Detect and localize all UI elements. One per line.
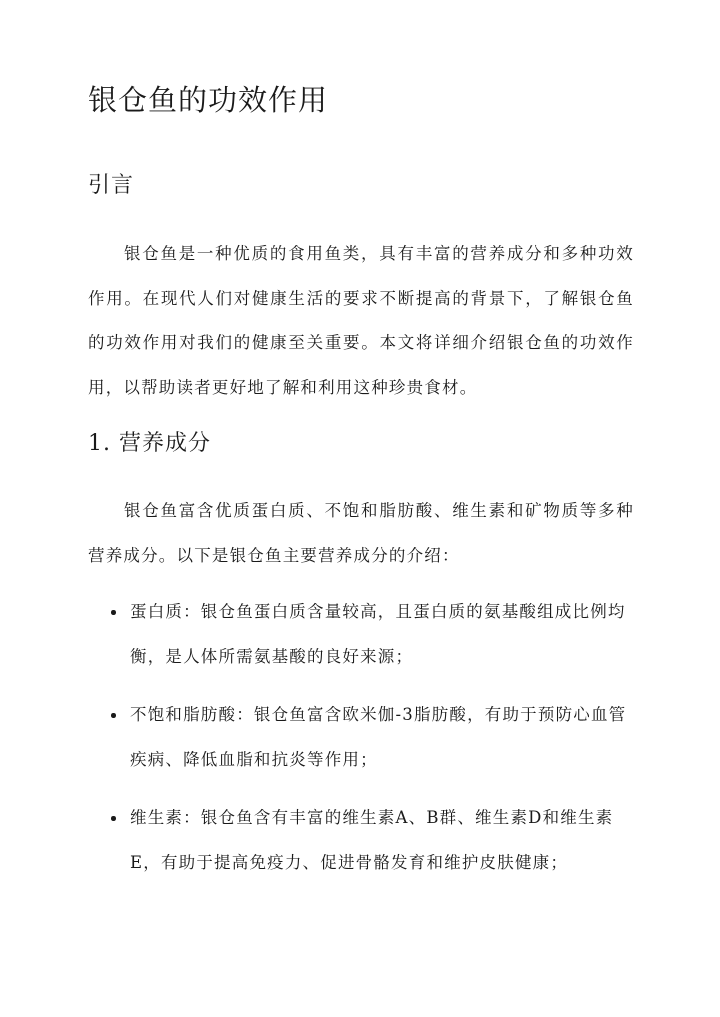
nutrition-list xyxy=(88,590,634,899)
section-heading-nutrition: 1. 营养成分 xyxy=(88,431,211,456)
nutrition-paragraph: 银仓鱼富含优质蛋白质、不饱和脂肪酸、维生素和矿物质等多种营养成分。以下是银仓鱼主要营养成分的介绍： xyxy=(88,501,634,565)
document-title: 银仓鱼的功效作用 xyxy=(88,83,329,117)
intro-paragraph: 银仓鱼是一种优质的食用鱼类，具有丰富的营养成分和多种功效作用。在现代人们对健康生活的要求不断提高的背景下，了解银仓鱼的功效作用对我们的健康至关重要。本文将详细介绍银仓鱼的功效作用，以帮助读者更好地了解和利用这种珍贵食材。 xyxy=(88,244,634,397)
list-item xyxy=(88,693,634,782)
list-item-text: 不饱和脂肪酸：银仓鱼富含欧米伽-3脂肪酸，有助于预防心血管疾病、降低血脂和抗炎等作用； xyxy=(130,705,627,769)
bullet-icon xyxy=(108,693,120,738)
list-item xyxy=(88,796,634,885)
list-item-text: 蛋白质：银仓鱼蛋白质含量较高，且蛋白质的氨基酸组成比例均衡，是人体所需氨基酸的良好来源； xyxy=(130,602,626,666)
section-heading-intro: 引言 xyxy=(88,173,135,198)
bullet-icon xyxy=(108,796,120,841)
bullet-icon xyxy=(108,590,120,635)
list-item xyxy=(88,590,634,679)
list-item-text: 维生素：银仓鱼含有丰富的维生素A、B群、维生素D和维生素E，有助于提高免疫力、促进骨骼发育和维护皮肤健康； xyxy=(130,808,614,872)
